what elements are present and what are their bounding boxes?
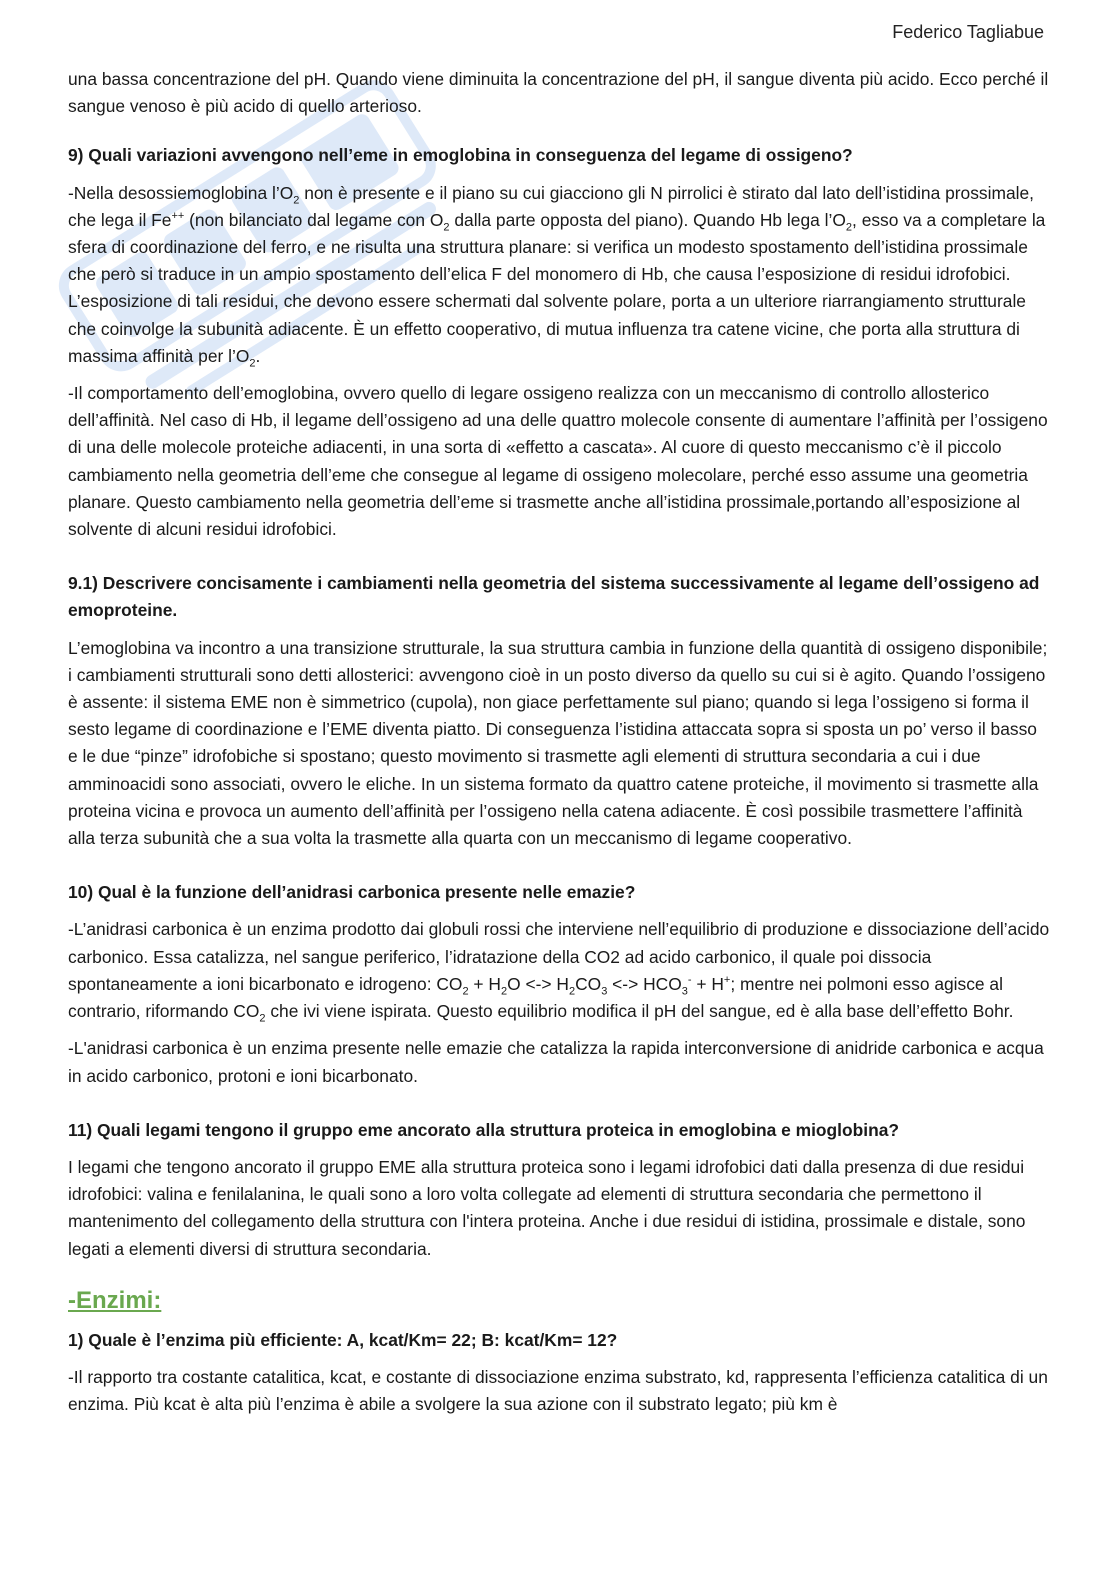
answer-9-part2: -Il comportamento dell’emoglobina, ovvero quello di legare ossigeno realizza con un meccanismo di controllo allosterico dell’affinità. Nel caso di Hb, il legame dell’ossigeno ad una delle quattro molecole consente di aumentare l’affinità per l’ossigeno di una delle molecole proteiche adiacenti, in una sorta di «effetto a cascata». Al cuore di questo meccanismo c’è il piccolo cambiamento nella geometria dell’eme che consegue al legame di ossigeno molecolare, perché esso assume una geometria planare. Questo cambiamento nella geometria dell’eme si trasmette anche all’istidina prossimale,portando all’esposizione al solvente di alcuni residui idrofobici. [68, 383, 1048, 540]
question-enzimi-1: 1) Quale è l’enzima più efficiente: A, kcat/Km= 22; B: kcat/Km= 12? [68, 1329, 618, 1350]
question-11: 11) Quali legami tengono il gruppo eme ancorato alla struttura proteica in emoglobina e mioglobina? [68, 1119, 900, 1140]
question-9: 9) Quali variazioni avvengono nell’eme in emoglobina in conseguenza del legame di ossigeno? [68, 145, 853, 166]
question-9-1: 9.1) Descrivere concisamente i cambiamenti nella geometria del sistema successivamente al legame dell’ossigeno ad emoproteine. [68, 573, 1040, 621]
answer-10-part1: -L’anidrasi carbonica è un enzima prodotto dai globuli rossi che interviene nell’equilibrio di produzione e dissociazione dell’acido carbonico. Essa catalizza, nel sangue periferico, l’idratazione della CO2 ad acido carbonico, il quale poi dissocia spontaneamente a ioni bicarbonato e idrogeno: $CO_2 + H_2O$ <-> $H_2CO_3$ <-> $HCO_3^- + H^+$; mentre nei polmoni esso agisce al contrario, riformando $CO_2$ che ivi viene ispirata. Questo equilibrio modifica il pH del sangue, ed è alla base dell’effetto Bohr. [68, 919, 1050, 1025]
document-author: Federico Tagliabue [892, 22, 1044, 42]
answer-enzimi-1: -Il rapporto tra costante catalitica, kcat, e costante di dissociazione enzima substrato, kd, rappresenta l’efficienza catalitica di un enzima. Più kcat è alta più l’enzima è abile a svolgere la sua azione con il substrato legato; più km è [68, 1366, 1048, 1415]
answer-11: I legami che tengono ancorato il gruppo EME alla struttura proteica sono i legami idrofobici dati dalla presenza di due residui idrofobici: valina e fenilalanina, le quali sono a loro volta collegate ad elementi di struttura secondaria che permettono il mantenimento del collegamento della struttura con l'intera proteina. Anche i due residui di istidina, prossimale e distale, sono legati a elementi diversi di struttura secondaria. [68, 1156, 1026, 1259]
answer-9-1: L’emoglobina va incontro a una transizione strutturale, la sua struttura cambia in funzione della quantità di ossigeno disponibile; i cambiamenti strutturali sono detti allosterici: avvengono cioè in un posto diverso da quello su cui si è agito. Quando l’ossigeno è assente: il sistema EME non è simmetrico (cupola), non giace perfettamente sul piano; quando si lega l’ossigeno si forma il sesto legame di coordinazione e l’EME diventa piatto. Di conseguenza l’istidina attaccata sopra si sposta un po’ verso il basso e le due “pinze” idrofobiche si spostano; questo movimento si trasmette agli elementi di struttura secondaria a cui i due amminoacidi sono associati, ovvero le eliche. In un sistema formato da quattro catene proteiche, il movimento si trasmette alla proteina vicina e provoca un aumento dell’affinità per l’ossigeno nella catena adiacente. È così possibile trasmettere l’affinità alla terza subunità che a sua volta la trasmette alla quarta con un meccanismo di legame cooperativo. [68, 637, 1048, 849]
answer-9-part1: -Nella desossiemoglobina $l’O_2$ non è presente e il piano su cui giacciono gli N pirrolici è stirato dal lato dell’istidina prossimale, che lega il Fe++ (non bilanciato dal legame con $O_2$ dalla parte opposta del piano). Quando Hb lega $l’O_2$, esso va a completare la sfera di coordinazione del ferro, e ne risulta una struttura planare: si verifica un modesto spostamento dell’istidina prossimale che però si traduce in un ampio spostamento dell’elica F del monomero di Hb, che causa l’esposizione di residui idrofobici. L’esposizione di tali residui, che devono essere schermati dal solvente polare, porta a un ulteriore riarrangiamento strutturale che coinvolge la subunità adiacente. È un effetto cooperativo, di mutua influenza tra catene vicine, che porta alla struttura di massima affinità per $l’O_2$. [68, 182, 1046, 370]
answer-10-part2: -L'anidrasi carbonica è un enzima presente nelle emazie che catalizza la rapida interconversione di anidride carbonica e acqua in acido carbonico, protoni e ioni bicarbonato. [68, 1038, 1044, 1086]
document-body [68, 66, 1050, 1418]
question-10: 10) Qual è la funzione dell’anidrasi carbonica presente nelle emazie? [68, 882, 636, 903]
intro-paragraph: una bassa concentrazione del pH. Quando viene diminuita la concentrazione del pH, il sangue diventa più acido. Ecco perché il sangue venoso è più acido di quello arterioso. [68, 69, 1049, 117]
section-heading-enzimi: -Enzimi: [68, 1286, 162, 1314]
